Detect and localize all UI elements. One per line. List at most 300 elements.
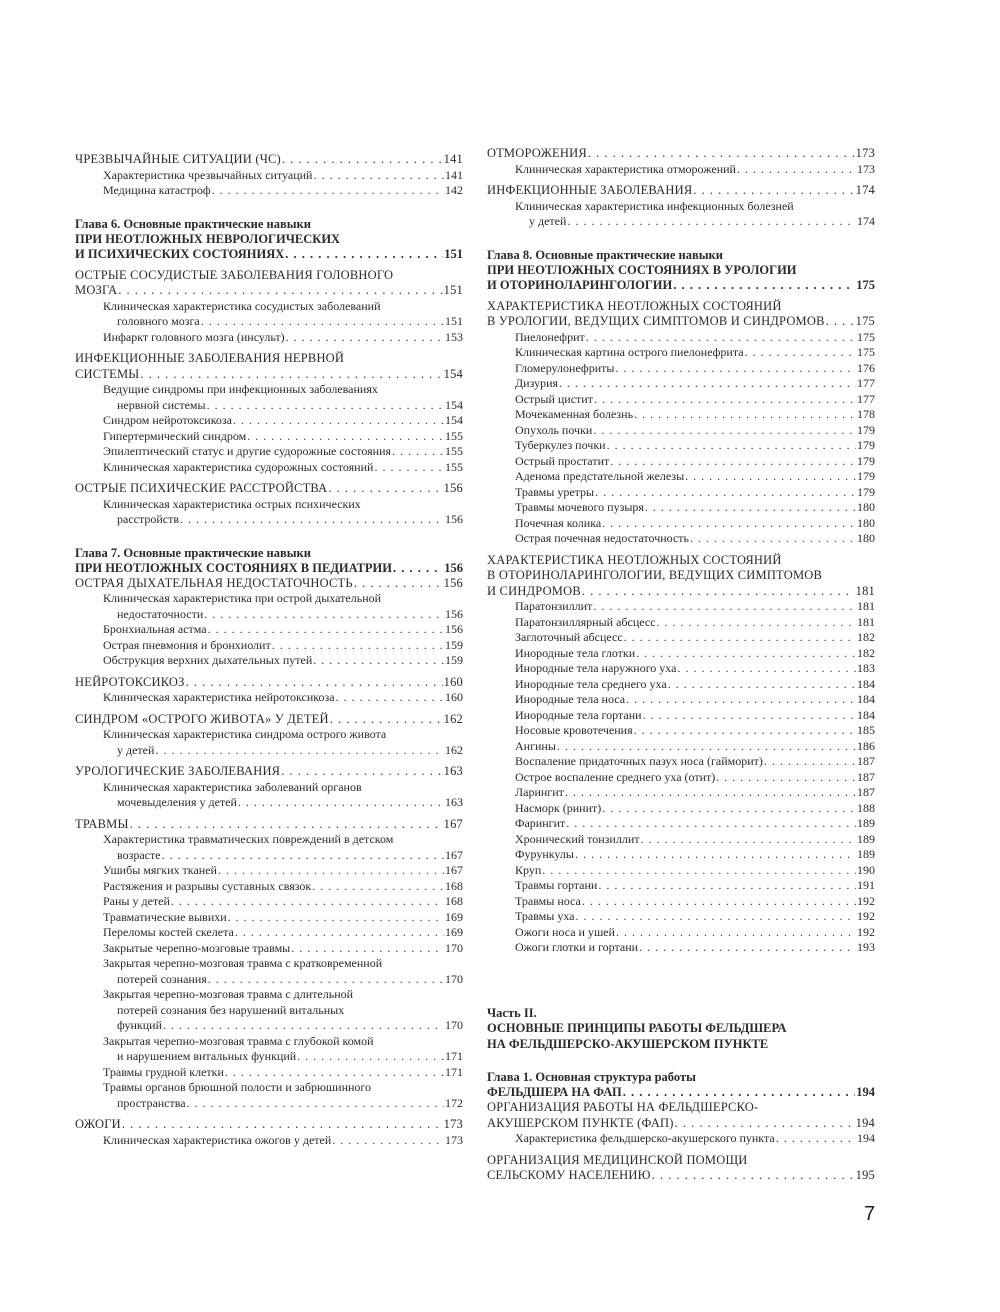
toc-entry-title: В ОТОРИНОЛАРИНГОЛОГИИ, ВЕДУЩИХ СИМПТОМОВ (487, 568, 823, 582)
dot-leader (607, 438, 856, 454)
toc-subentry (75, 956, 463, 987)
toc-subentry (487, 199, 875, 230)
toc-page-number: 177 (857, 391, 875, 406)
toc-entry-title: у детей (529, 214, 567, 228)
toc-subentry (75, 382, 463, 413)
toc-subentry (487, 832, 875, 848)
toc-page-number: 160 (443, 674, 463, 689)
dot-leader (575, 909, 856, 925)
toc-entry-row (515, 407, 875, 423)
toc-section (487, 1153, 875, 1184)
toc-page-number: 185 (857, 723, 875, 737)
dot-leader (286, 330, 444, 346)
toc-entry-row (487, 584, 875, 600)
toc-section (487, 553, 875, 600)
dot-leader (218, 863, 444, 879)
toc-page-number: 170 (445, 971, 463, 986)
toc-page-number: 186 (857, 738, 875, 753)
toc-page-number: 195 (855, 1168, 875, 1182)
toc-entry-title: Клиническая характеристика синдрома острого живота (103, 727, 387, 741)
toc-subentry (75, 1133, 463, 1149)
dot-leader (281, 764, 442, 780)
toc-entry-title: Туберкулез почки (515, 438, 606, 452)
dot-leader (212, 183, 444, 199)
toc-subentry (487, 878, 875, 894)
toc-page-number: 180 (857, 515, 875, 530)
toc-entry-title: Характеристика фельдшерско-акушерского пункта (515, 1131, 775, 1145)
dot-leader (392, 444, 444, 460)
dot-leader (297, 1049, 444, 1065)
toc-subentry (487, 469, 875, 485)
toc-chapter (487, 248, 875, 293)
dot-leader (328, 481, 442, 497)
toc-entry-row (75, 712, 463, 728)
toc-entry-row (103, 1096, 463, 1112)
toc-page-number: 178 (857, 407, 875, 421)
dot-leader (204, 607, 444, 623)
toc-entry-title: Глава 1. Основная структура работы (487, 1070, 696, 1084)
toc-page-number: 189 (857, 847, 875, 861)
dot-leader (626, 692, 856, 708)
toc-page-number: 194 (855, 1115, 875, 1130)
toc-page-number: 189 (857, 831, 875, 846)
toc-page-number: 194 (856, 1085, 875, 1099)
toc-page-number: 141 (443, 152, 463, 166)
toc-subentry (487, 801, 875, 817)
toc-entry-row (515, 345, 875, 361)
toc-page-number: 141 (445, 167, 463, 182)
toc-entry-row (103, 330, 463, 346)
toc-part (487, 1006, 875, 1053)
dot-leader (643, 708, 856, 724)
toc-page-number: 171 (445, 1049, 463, 1063)
dot-leader (291, 941, 444, 957)
toc-entry-row (103, 444, 463, 460)
toc-subentry (75, 460, 463, 476)
toc-page-number: 192 (857, 909, 875, 923)
toc-page-number: 181 (857, 599, 875, 613)
toc-entry-title: Заглоточный абсцесс (515, 630, 623, 644)
toc-subentry (75, 429, 463, 445)
dot-leader (140, 367, 442, 383)
toc-page-number: 182 (857, 645, 875, 660)
toc-entry-title: Травмы носа (515, 893, 581, 908)
dot-leader (559, 376, 856, 392)
dot-leader (668, 677, 856, 693)
toc-entry-row (103, 910, 463, 926)
toc-entry-title: потерей сознания (117, 971, 207, 986)
toc-entry-row (103, 183, 463, 199)
dot-leader (639, 940, 856, 956)
toc-subentry (487, 785, 875, 801)
toc-subentry (487, 330, 875, 346)
toc-entry-title: Эпилептический статус и другие судорожные состояния (103, 444, 392, 458)
dot-leader (764, 754, 856, 770)
toc-entry-title: И СИНДРОМОВ (487, 583, 581, 598)
toc-entry-row (103, 1018, 463, 1034)
toc-entry-title: Паратонзиллит (515, 599, 593, 613)
toc-entry-title: Ушибы мягких тканей (103, 863, 217, 877)
dot-leader (624, 630, 856, 646)
dot-leader (640, 832, 856, 848)
toc-subentry (487, 485, 875, 501)
toc-entry-row (103, 848, 463, 864)
dot-leader (542, 863, 856, 879)
toc-entry-title: Переломы костей скелета (103, 925, 234, 939)
toc-page-number: 151 (443, 283, 463, 297)
dot-leader (354, 576, 443, 592)
toc-subentry (487, 708, 875, 724)
dot-leader (557, 739, 856, 755)
toc-page-number: 175 (857, 345, 875, 359)
toc-entry-row (103, 314, 463, 330)
toc-subentry (487, 376, 875, 392)
toc-entry-row (75, 247, 463, 262)
dot-leader (332, 1133, 444, 1149)
toc-chapter (487, 1070, 875, 1100)
toc-page-number: 179 (857, 438, 875, 452)
toc-entry-row (103, 690, 463, 706)
toc-page-number: 155 (445, 459, 463, 474)
toc-entry-row (103, 607, 463, 623)
dot-leader (745, 345, 856, 361)
toc-entry-row (515, 708, 875, 724)
toc-entry-title: ОСНОВНЫЕ ПРИНЦИПЫ РАБОТЫ ФЕЛЬДШЕРА (487, 1021, 787, 1035)
toc-subentry (487, 646, 875, 662)
toc-page-number: 170 (445, 940, 463, 955)
toc-subentry (487, 423, 875, 439)
toc-entry-row (515, 801, 875, 817)
toc-page-number: 156 (443, 481, 463, 495)
toc-entry-title: Травмы грудной клетки (103, 1064, 224, 1079)
toc-page-number: 179 (857, 469, 875, 483)
toc-page-number: 167 (445, 863, 463, 877)
toc-page-number: 175 (857, 329, 875, 344)
toc-entry-row (515, 531, 875, 547)
toc-chapter (75, 546, 463, 576)
dot-leader (313, 168, 444, 184)
toc-entry-row (515, 692, 875, 708)
toc-page-number: 156 (445, 622, 463, 636)
toc-entry-row (75, 152, 463, 168)
toc-entry-title: Бронхиальная астма (103, 622, 207, 636)
toc-entry-row (515, 1131, 875, 1147)
toc-subentry (487, 392, 875, 408)
toc-page-number: 173 (857, 161, 875, 176)
toc-entry-row (103, 925, 463, 941)
dot-leader (208, 622, 444, 638)
toc-entry-row (487, 1116, 875, 1132)
toc-subentry (487, 816, 875, 832)
toc-entry-title: у детей (117, 742, 155, 757)
toc-subentry (487, 863, 875, 879)
toc-column-right (487, 146, 875, 1184)
toc-subentry (75, 413, 463, 429)
dot-leader (582, 894, 856, 910)
toc-entry-row (515, 739, 875, 755)
toc-subentry (75, 987, 463, 1034)
toc-subentry (75, 299, 463, 330)
toc-page-number: 151 (445, 314, 463, 328)
toc-entry-title: Закрытая черепно-мозговая травма с кратковременной (103, 956, 383, 970)
toc-page-number: 188 (857, 800, 875, 815)
toc-page-number: 182 (857, 630, 875, 644)
toc-section (75, 817, 463, 833)
toc-page-number: 153 (445, 329, 463, 344)
toc-entry-title: Закрытая черепно-мозговая травма с длительной (103, 987, 354, 1001)
toc-entry-title: ХАРАКТЕРИСТИКА НЕОТЛОЖНЫХ СОСТОЯНИЙ (487, 298, 782, 313)
toc-section (75, 712, 463, 728)
toc-entry-title: Носовые кровотечения (515, 723, 633, 737)
toc-subentry (75, 1034, 463, 1065)
toc-page-number: 162 (445, 742, 463, 757)
toc-page-number: 171 (445, 1064, 463, 1079)
toc-subentry (487, 345, 875, 361)
toc-page-number: 156 (443, 575, 463, 590)
toc-entry-title: Фарингит (515, 816, 566, 830)
toc-subentry (75, 330, 463, 346)
dot-leader (652, 1168, 855, 1184)
toc-entry-title: Хронический тонзиллит (515, 831, 640, 846)
toc-entry-title: Ожоги глотки и гортани (515, 940, 639, 954)
toc-entry-title: Ведущие синдромы при инфекционных заболеваниях (103, 382, 378, 396)
toc-entry-title: СИНДРОМ «ОСТРОГО ЖИВОТА» У ДЕТЕЙ (75, 711, 329, 726)
toc-entry-title: Клиническая характеристика острых психических (103, 496, 361, 511)
dot-leader (675, 1116, 855, 1132)
toc-entry-title: Острый цистит (515, 391, 593, 406)
toc-page-number: 167 (443, 816, 463, 831)
dot-leader (586, 330, 856, 346)
toc-page-number: 168 (445, 894, 463, 908)
toc-subentry (75, 727, 463, 758)
toc-section (75, 1117, 463, 1133)
toc-page-number: 155 (445, 428, 463, 443)
toc-entry-title: Травмы уретры (515, 484, 595, 499)
toc-entry-title: Клиническая характеристика судорожных состояний (103, 459, 374, 474)
toc-entry-title: УРОЛОГИЧЕСКИЕ ЗАБОЛЕВАНИЯ (75, 764, 281, 778)
toc-subentry (487, 500, 875, 516)
toc-entry-row (515, 909, 875, 925)
toc-entry-title: В УРОЛОГИИ, ВЕДУЩИХ СИМПТОМОВ И СИНДРОМОВ (487, 314, 825, 328)
toc-entry-row (103, 894, 463, 910)
toc-entry-title: Паратонзиллярный абсцесс (515, 614, 656, 629)
toc-subentry (487, 661, 875, 677)
toc-entry-row (103, 413, 463, 429)
toc-page-number: 187 (857, 785, 875, 799)
toc-page-number: 187 (857, 754, 875, 768)
dot-leader (272, 638, 444, 654)
toc-entry-title: ИНФЕКЦИОННЫЕ ЗАБОЛЕВАНИЯ НЕРВНОЙ (75, 351, 345, 365)
toc-section (75, 351, 463, 382)
toc-entry-title: Клиническая характеристика инфекционных болезней (515, 198, 794, 213)
dot-leader (180, 512, 444, 528)
toc-entry-title: функций (117, 1018, 162, 1032)
toc-page-number: 175 (856, 277, 875, 292)
toc-entry-title: ИНФЕКЦИОННЫЕ ЗАБОЛЕВАНИЯ (487, 183, 693, 197)
toc-entry-title: Ларингит (515, 785, 564, 799)
toc-entry-row (103, 972, 463, 988)
dot-leader (636, 646, 856, 662)
toc-entry-row (515, 423, 875, 439)
toc-entry-row (515, 770, 875, 786)
toc-entry-title: мочевыделения у детей (117, 795, 237, 809)
toc-subentry (75, 622, 463, 638)
toc-page-number: 155 (445, 444, 463, 458)
toc-entry-row (103, 1049, 463, 1065)
dot-leader (594, 392, 856, 408)
toc-entry-title: Опухоль почки (515, 422, 593, 437)
toc-page-number: 174 (857, 214, 875, 228)
toc-entry-row (515, 878, 875, 894)
dot-leader (673, 278, 855, 293)
toc-subentry (487, 894, 875, 910)
toc-entry-row (75, 817, 463, 833)
dot-leader (235, 925, 444, 941)
toc-page-number: 156 (444, 560, 463, 575)
toc-subentry (75, 894, 463, 910)
toc-section (75, 268, 463, 299)
toc-entry-title: Инородные тела наружного уха (515, 661, 677, 675)
dot-leader (207, 398, 444, 414)
dot-leader (685, 469, 856, 485)
toc-page-number: 162 (443, 711, 463, 726)
toc-entry-title: Инородные тела гортани (515, 707, 642, 722)
toc-entry-row (103, 653, 463, 669)
toc-entry-title: Гипертермический синдром (103, 428, 247, 443)
toc-entry-row (515, 847, 875, 863)
dot-leader (201, 314, 444, 330)
toc-entry-title: Аденома предстательной железы (515, 469, 685, 483)
toc-entry-title: ОРГАНИЗАЦИЯ МЕДИЦИНСКОЙ ПОМОЩИ (487, 1152, 748, 1167)
toc-entry-title: Раны у детей (103, 894, 170, 908)
dot-leader (602, 516, 856, 532)
toc-page-number: 184 (857, 707, 875, 722)
toc-page-number: 159 (445, 637, 463, 652)
toc-entry-title: АКУШЕРСКОМ ПУНКТЕ (ФАП) (487, 1115, 674, 1130)
toc-page-number: 184 (857, 692, 875, 706)
toc-entry-title: Глава 6. Основные практические навыки (75, 216, 311, 231)
toc-entry-row (103, 622, 463, 638)
toc-page-number: 151 (444, 246, 463, 261)
toc-subentry (75, 780, 463, 811)
dot-leader (623, 1085, 856, 1100)
toc-entry-title: потерей сознания без нарушений витальных (117, 1002, 345, 1017)
toc-column-left (75, 146, 463, 1148)
toc-chapter (75, 217, 463, 262)
toc-entry-row (103, 941, 463, 957)
toc-page-number: 177 (857, 376, 875, 390)
toc-entry-title: нервной системы (117, 397, 206, 412)
dot-leader (247, 429, 444, 445)
toc-entry-row (515, 438, 875, 454)
toc-entry-row (515, 785, 875, 801)
toc-entry-row (515, 925, 875, 941)
toc-page-number: 181 (857, 614, 875, 629)
toc-entry-title: ЧРЕЗВЫЧАЙНЫЕ СИТУАЦИИ (ЧС) (75, 152, 281, 166)
dot-leader (598, 878, 856, 894)
toc-page-number: 175 (855, 314, 875, 328)
toc-entry-title: Острая почечная недостаточность (515, 531, 690, 545)
toc-page-number: 187 (857, 769, 875, 784)
toc-page-number: 167 (445, 847, 463, 862)
toc-entry-row (487, 183, 875, 199)
toc-entry-title: Клиническая характеристика отморожений (515, 161, 736, 176)
toc-page-number: 154 (445, 397, 463, 412)
toc-entry-title: Острое воспаление среднего уха (отит) (515, 769, 716, 784)
toc-entry-row (103, 512, 463, 528)
toc-entry-row (487, 1085, 875, 1100)
toc-section (75, 576, 463, 592)
dot-leader (593, 423, 856, 439)
toc-subentry (75, 863, 463, 879)
toc-entry-title: Инородные тела носа (515, 692, 626, 706)
toc-entry-row (515, 894, 875, 910)
toc-entry-title: Воспаление придаточных пазух носа (гайморит) (515, 754, 763, 768)
toc-page-number: 179 (857, 484, 875, 499)
dot-leader (282, 152, 443, 168)
toc-entry-title: Синдром нейротоксикоза (103, 413, 232, 427)
toc-entry-row (515, 630, 875, 646)
dot-leader (610, 454, 856, 470)
toc-entry-title: Пиелонефрит (515, 329, 585, 344)
toc-entry-title: Клиническая характеристика сосудистых заболеваний (103, 298, 381, 313)
dot-leader (208, 972, 444, 988)
toc-subentry (75, 910, 463, 926)
dot-leader (312, 879, 444, 895)
toc-entry-title: Характеристика травматических повреждений в детском (103, 832, 394, 846)
toc-page-number: 189 (857, 816, 875, 830)
dot-leader (374, 460, 444, 476)
dot-leader (171, 894, 444, 910)
dot-leader (595, 485, 856, 501)
toc-subentry (75, 638, 463, 654)
toc-subentry (75, 832, 463, 863)
toc-entry-row (515, 162, 875, 178)
toc-entry-title: ОСТРЫЕ ПСИХИЧЕСКИЕ РАССТРОЙСТВА (75, 481, 328, 495)
toc-page-number: 179 (857, 453, 875, 468)
dot-leader (336, 690, 444, 706)
toc-entry-row (515, 754, 875, 770)
toc-entry-title: Травмы мочевого пузыря (515, 500, 644, 514)
toc-entry-row (103, 638, 463, 654)
dot-leader (567, 214, 856, 230)
toc-section (487, 183, 875, 199)
toc-entry-title: МОЗГА (75, 283, 118, 297)
toc-entry-row (75, 367, 463, 383)
toc-subentry (75, 1080, 463, 1111)
toc-entry-title: Характеристика чрезвычайных ситуаций (103, 167, 313, 182)
toc-entry-title: Закрытые черепно-мозговые травмы (103, 940, 291, 955)
toc-entry-title: Гломерулонефриты (515, 360, 615, 375)
toc-page-number: 180 (857, 531, 875, 545)
toc-entry-title: Закрытая черепно-мозговая травма с глубокой комой (103, 1033, 374, 1048)
toc-page-number: 154 (443, 366, 463, 381)
toc-entry-row (103, 795, 463, 811)
toc-entry-row (103, 1065, 463, 1081)
toc-entry-row (515, 361, 875, 377)
toc-entry-title: Травмы уха (515, 909, 575, 923)
toc-entry-title: Глава 8. Основные практические навыки (487, 247, 723, 262)
dot-leader (588, 146, 855, 162)
toc-subentry (75, 168, 463, 184)
toc-subentry (487, 630, 875, 646)
dot-leader (285, 247, 443, 262)
toc-subentry (75, 497, 463, 528)
toc-page-number: 173 (855, 146, 875, 160)
toc-entry-title: Острый простатит (515, 453, 610, 468)
toc-page-number: 163 (445, 795, 463, 809)
toc-entry-title: пространства (117, 1095, 186, 1110)
